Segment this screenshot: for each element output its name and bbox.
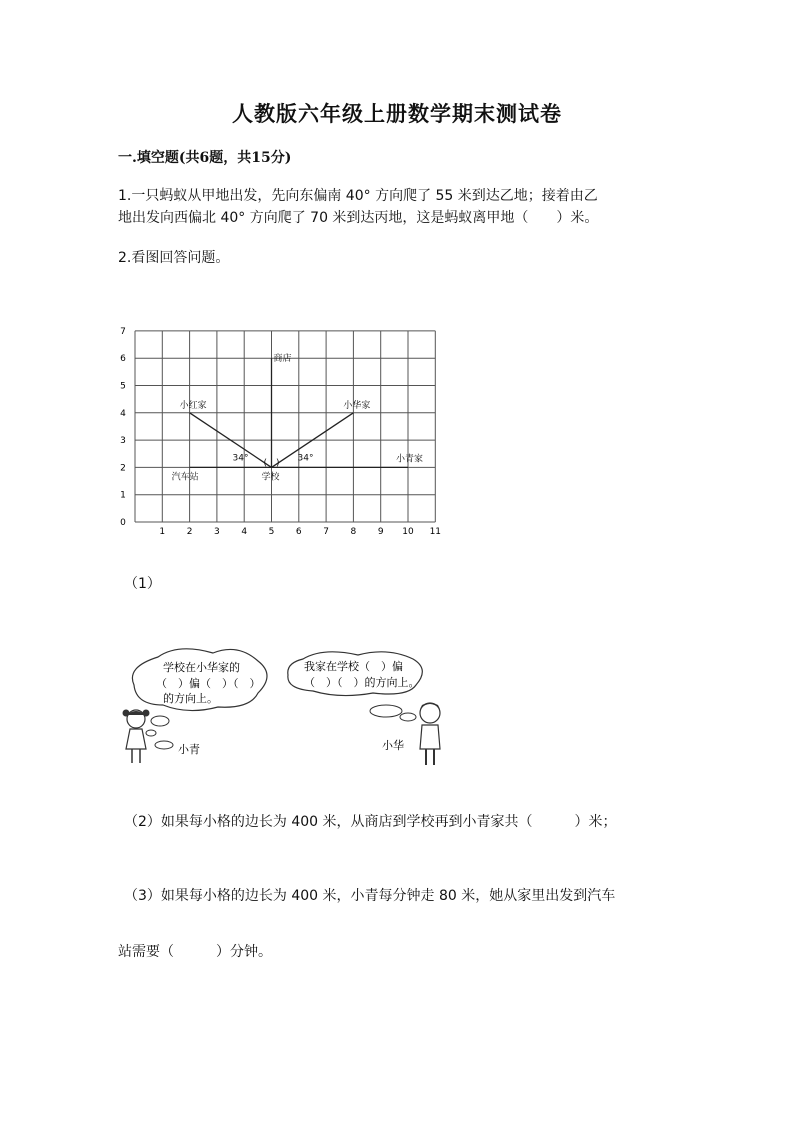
boy-name: 小华	[382, 739, 404, 752]
y-tick-label: 2	[120, 463, 126, 474]
girl-small-cloud	[155, 741, 173, 749]
question-1-line-1: 1.一只蚂蚁从甲地出发，先向东偏南 40° 方向爬了 55 米到达乙地；接着由乙	[118, 188, 598, 204]
label-xiaohua: 小华家	[343, 400, 371, 411]
x-tick-label: 6	[295, 527, 302, 535]
y-tick-label: 5	[120, 381, 126, 392]
x-tick-label: 11	[429, 527, 442, 535]
boy-speech-bubble	[288, 652, 423, 696]
page-title: 人教版六年级上册数学期末测试卷	[232, 101, 562, 126]
label-angle-left: 34°	[232, 453, 249, 464]
sub-question-2: （2）如果每小格的边长为 400 米，从商店到学校再到小青家共（ ）米；	[124, 814, 617, 830]
girl-bubble-line-1: 学校在小华家的	[163, 661, 240, 674]
y-tick-label: 6	[120, 354, 126, 365]
boy-bubble-line-2: （ ）（ ）的方向上。	[304, 676, 420, 689]
question-2-prompt: 2.看图回答问题。	[118, 250, 230, 266]
girl-bubble-line-2: （ ）偏（ ）（ ）	[156, 677, 261, 690]
label-xiaoqing: 小青家	[396, 454, 424, 465]
x-tick-label: 9	[377, 527, 384, 535]
x-tick-label: 5	[268, 527, 275, 535]
label-school: 学校	[261, 472, 280, 483]
section-heading: 一.填空题(共6题，共15分)	[118, 150, 292, 166]
dialogue-illustration	[118, 645, 458, 775]
boy-figure	[420, 703, 440, 765]
label-angle-middle: ( )	[263, 458, 280, 469]
coordinate-grid-figure	[110, 315, 450, 535]
y-tick-label: 1	[120, 490, 126, 501]
label-xiaohong: 小红家	[179, 400, 207, 411]
x-tick-label: 3	[214, 527, 220, 535]
sub-question-3-line-1: （3）如果每小格的边长为 400 米，小青每分钟走 80 米，她从家里出发到汽车	[124, 888, 616, 904]
girl-thought-dot-1	[151, 716, 169, 726]
girl-figure	[123, 710, 150, 764]
question-1-line-2: 地出发向西偏北 40° 方向爬了 70 米到达丙地，这是蚂蚁离甲地（ ）米。	[118, 210, 599, 226]
girl-name: 小青	[178, 743, 200, 756]
label-angle-right: 34°	[297, 453, 314, 464]
boy-thought-dot-2	[400, 713, 416, 721]
label-bus-stop: 汽车站	[171, 472, 199, 483]
label-shop: 商店	[273, 354, 292, 365]
girl-bubble-line-3: 的方向上。	[163, 692, 218, 705]
y-tick-label: 0	[120, 518, 126, 528]
sub-question-1: （1）	[124, 576, 161, 592]
y-tick-label: 7	[120, 326, 126, 337]
x-tick-label: 1	[159, 527, 166, 535]
sub-question-3-line-2: 站需要（ ）分钟。	[118, 944, 272, 960]
boy-thought-dot-1	[370, 705, 402, 717]
x-tick-label: 7	[323, 527, 329, 535]
boy-bubble-line-1: 我家在学校（ ）偏	[304, 660, 403, 673]
place-labels	[172, 352, 423, 482]
x-tick-label: 8	[350, 527, 357, 535]
x-tick-label: 4	[241, 527, 248, 535]
x-tick-label: 2	[186, 527, 193, 535]
girl-thought-dot-2	[146, 730, 156, 736]
y-tick-label: 4	[120, 408, 126, 419]
y-tick-label: 3	[120, 436, 126, 447]
x-tick-label: 10	[402, 527, 414, 535]
